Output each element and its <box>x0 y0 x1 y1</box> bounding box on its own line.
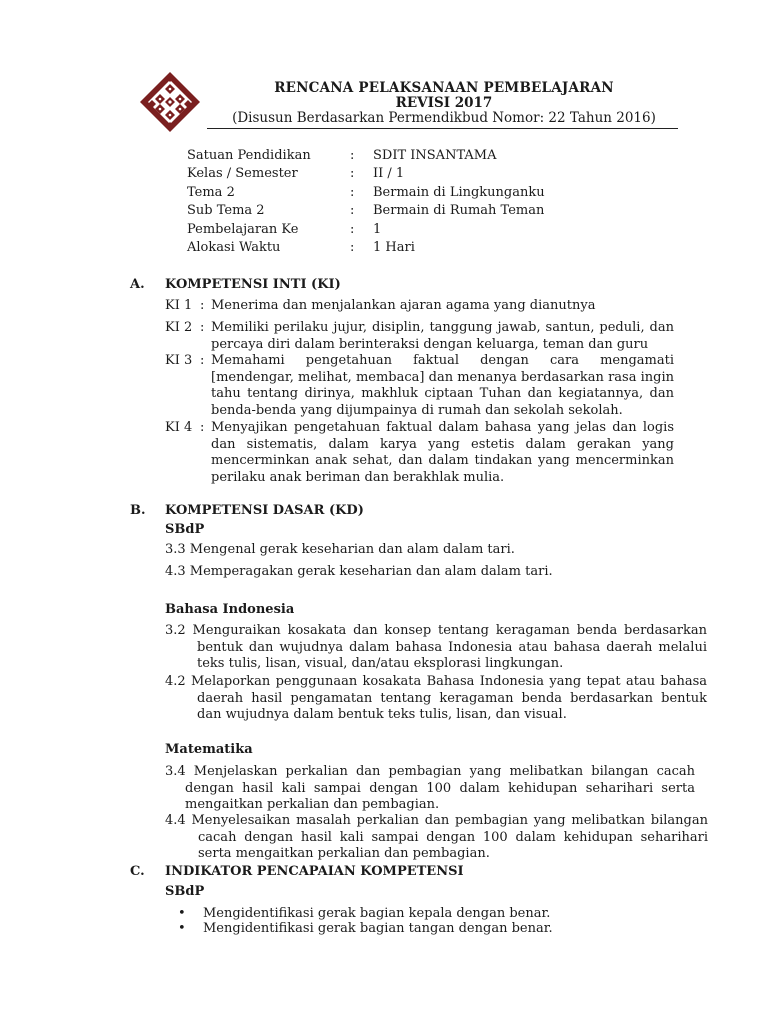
document-subtitle: (Disusun Berdasarkan Permendikbud Nomor: 22 Tahun 2016) <box>232 110 656 126</box>
ki-label: KI 4 <box>165 420 193 435</box>
identity-value: Bermain di Lingkunganku <box>373 185 545 200</box>
document-revision: REVISI 2017 <box>395 95 493 111</box>
identity-label: Satuan Pendidikan <box>187 148 311 163</box>
kd-item: 4.3 Memperagakan gerak keseharian dan alam dalam tari. <box>165 564 553 579</box>
identity-value: SDIT INSANTAMA <box>373 148 497 163</box>
identity-separator: : <box>350 185 355 200</box>
identity-separator: : <box>350 222 355 237</box>
indicator-item: Mengidentifikasi gerak bagian kepala dengan benar. <box>203 906 551 921</box>
subject-heading-sbdp: SBdP <box>165 884 205 899</box>
identity-separator: : <box>350 148 355 163</box>
kd-item: 3.2 Menguraikan kosakata dan konsep tentang keragaman benda berdasarkan bentuk dan wujudnya dalam bahasa Indonesia atau bahasa daerah melalui teks tulis, lisan, visual, dan/atau eksplorasi lingkungan. <box>165 623 707 671</box>
kd-item: 3.4 Menjelaskan perkalian dan pembagian yang melibatkan bilangan cacah dengan hasil kali sampai dengan 100 dalam kehidupan seharihari serta mengaitkan perkalian dan pembagian. <box>165 764 695 812</box>
ki-label: KI 2 <box>165 320 193 335</box>
section-c-title: INDIKATOR PENCAPAIAN KOMPETENSI <box>165 864 464 879</box>
identity-separator: : <box>350 166 355 181</box>
ki-text: Menerima dan menjalankan ajaran agama yang dianutnya <box>211 298 596 313</box>
ki-text: Memahami pengetahuan faktual dengan cara mengamati [mendengar, melihat, membaca] dan menanya berdasarkan rasa ingin tahu tentang dirinya, makhluk ciptaan Tuhan dan kegiatannya, dan benda-benda yang dijumpainya di rumah dan sekolah sekolah. <box>211 353 674 418</box>
ki-separator: : <box>200 320 205 335</box>
identity-label: Kelas / Semester <box>187 166 298 181</box>
bullet-icon: • <box>178 906 186 921</box>
identity-label: Tema 2 <box>187 185 235 200</box>
subject-heading-matematika: Matematika <box>165 742 253 757</box>
ki-label: KI 1 <box>165 298 193 313</box>
batik-diamond-logo <box>138 70 202 134</box>
ki-separator: : <box>200 420 205 435</box>
indicator-item: Mengidentifikasi gerak bagian tangan dengan benar. <box>203 921 553 936</box>
section-b-letter: B. <box>130 503 146 518</box>
header-divider <box>207 128 678 129</box>
kd-item: 4.4 Menyelesaikan masalah perkalian dan pembagian yang melibatkan bilangan cacah dengan hasil kali sampai dengan 100 dalam kehidupan seharihari serta mengaitkan perkalian dan pembagian. <box>165 813 708 861</box>
identity-value: Bermain di Rumah Teman <box>373 203 545 218</box>
subject-heading-bahasa: Bahasa Indonesia <box>165 602 295 617</box>
identity-label: Alokasi Waktu <box>187 240 281 255</box>
identity-label: Pembelajaran Ke <box>187 222 299 237</box>
ki-label: KI 3 <box>165 353 193 368</box>
section-b-title: KOMPETENSI DASAR (KD) <box>165 503 364 518</box>
section-a-letter: A. <box>130 277 145 292</box>
identity-separator: : <box>350 203 355 218</box>
identity-label: Sub Tema 2 <box>187 203 265 218</box>
ki-separator: : <box>200 298 205 313</box>
identity-value: II / 1 <box>373 166 405 181</box>
ki-text: Memiliki perilaku jujur, disiplin, tanggung jawab, santun, peduli, dan percaya diri dalam berinteraksi dengan keluarga, teman dan guru <box>211 320 674 352</box>
ki-separator: : <box>200 353 205 368</box>
subject-heading-sbdp: SBdP <box>165 522 205 537</box>
identity-value: 1 <box>373 222 382 237</box>
ki-text: Menyajikan pengetahuan faktual dalam bahasa yang jelas dan logis dan sistematis, dalam karya yang estetis dalam gerakan yang mencerminkan anak sehat, dan dalam tindakan yang mencerminkan perilaku anak beriman dan berakhlak mulia. <box>211 420 674 485</box>
kd-item: 3.3 Mengenal gerak keseharian dan alam dalam tari. <box>165 542 515 557</box>
section-c-letter: C. <box>130 864 145 879</box>
bullet-icon: • <box>178 921 186 936</box>
document-title: RENCANA PELAKSANAAN PEMBELAJARAN <box>274 80 614 96</box>
section-a-title: KOMPETENSI INTI (KI) <box>165 277 341 292</box>
kd-item: 4.2 Melaporkan penggunaan kosakata Bahasa Indonesia yang tepat atau bahasa daerah hasil pengamatan tentang keragaman benda berdasarkan bentuk dan wujudnya dalam bentuk teks tulis, lisan, dan visual. <box>165 674 707 722</box>
identity-value: 1 Hari <box>373 240 415 255</box>
identity-separator: : <box>350 240 355 255</box>
